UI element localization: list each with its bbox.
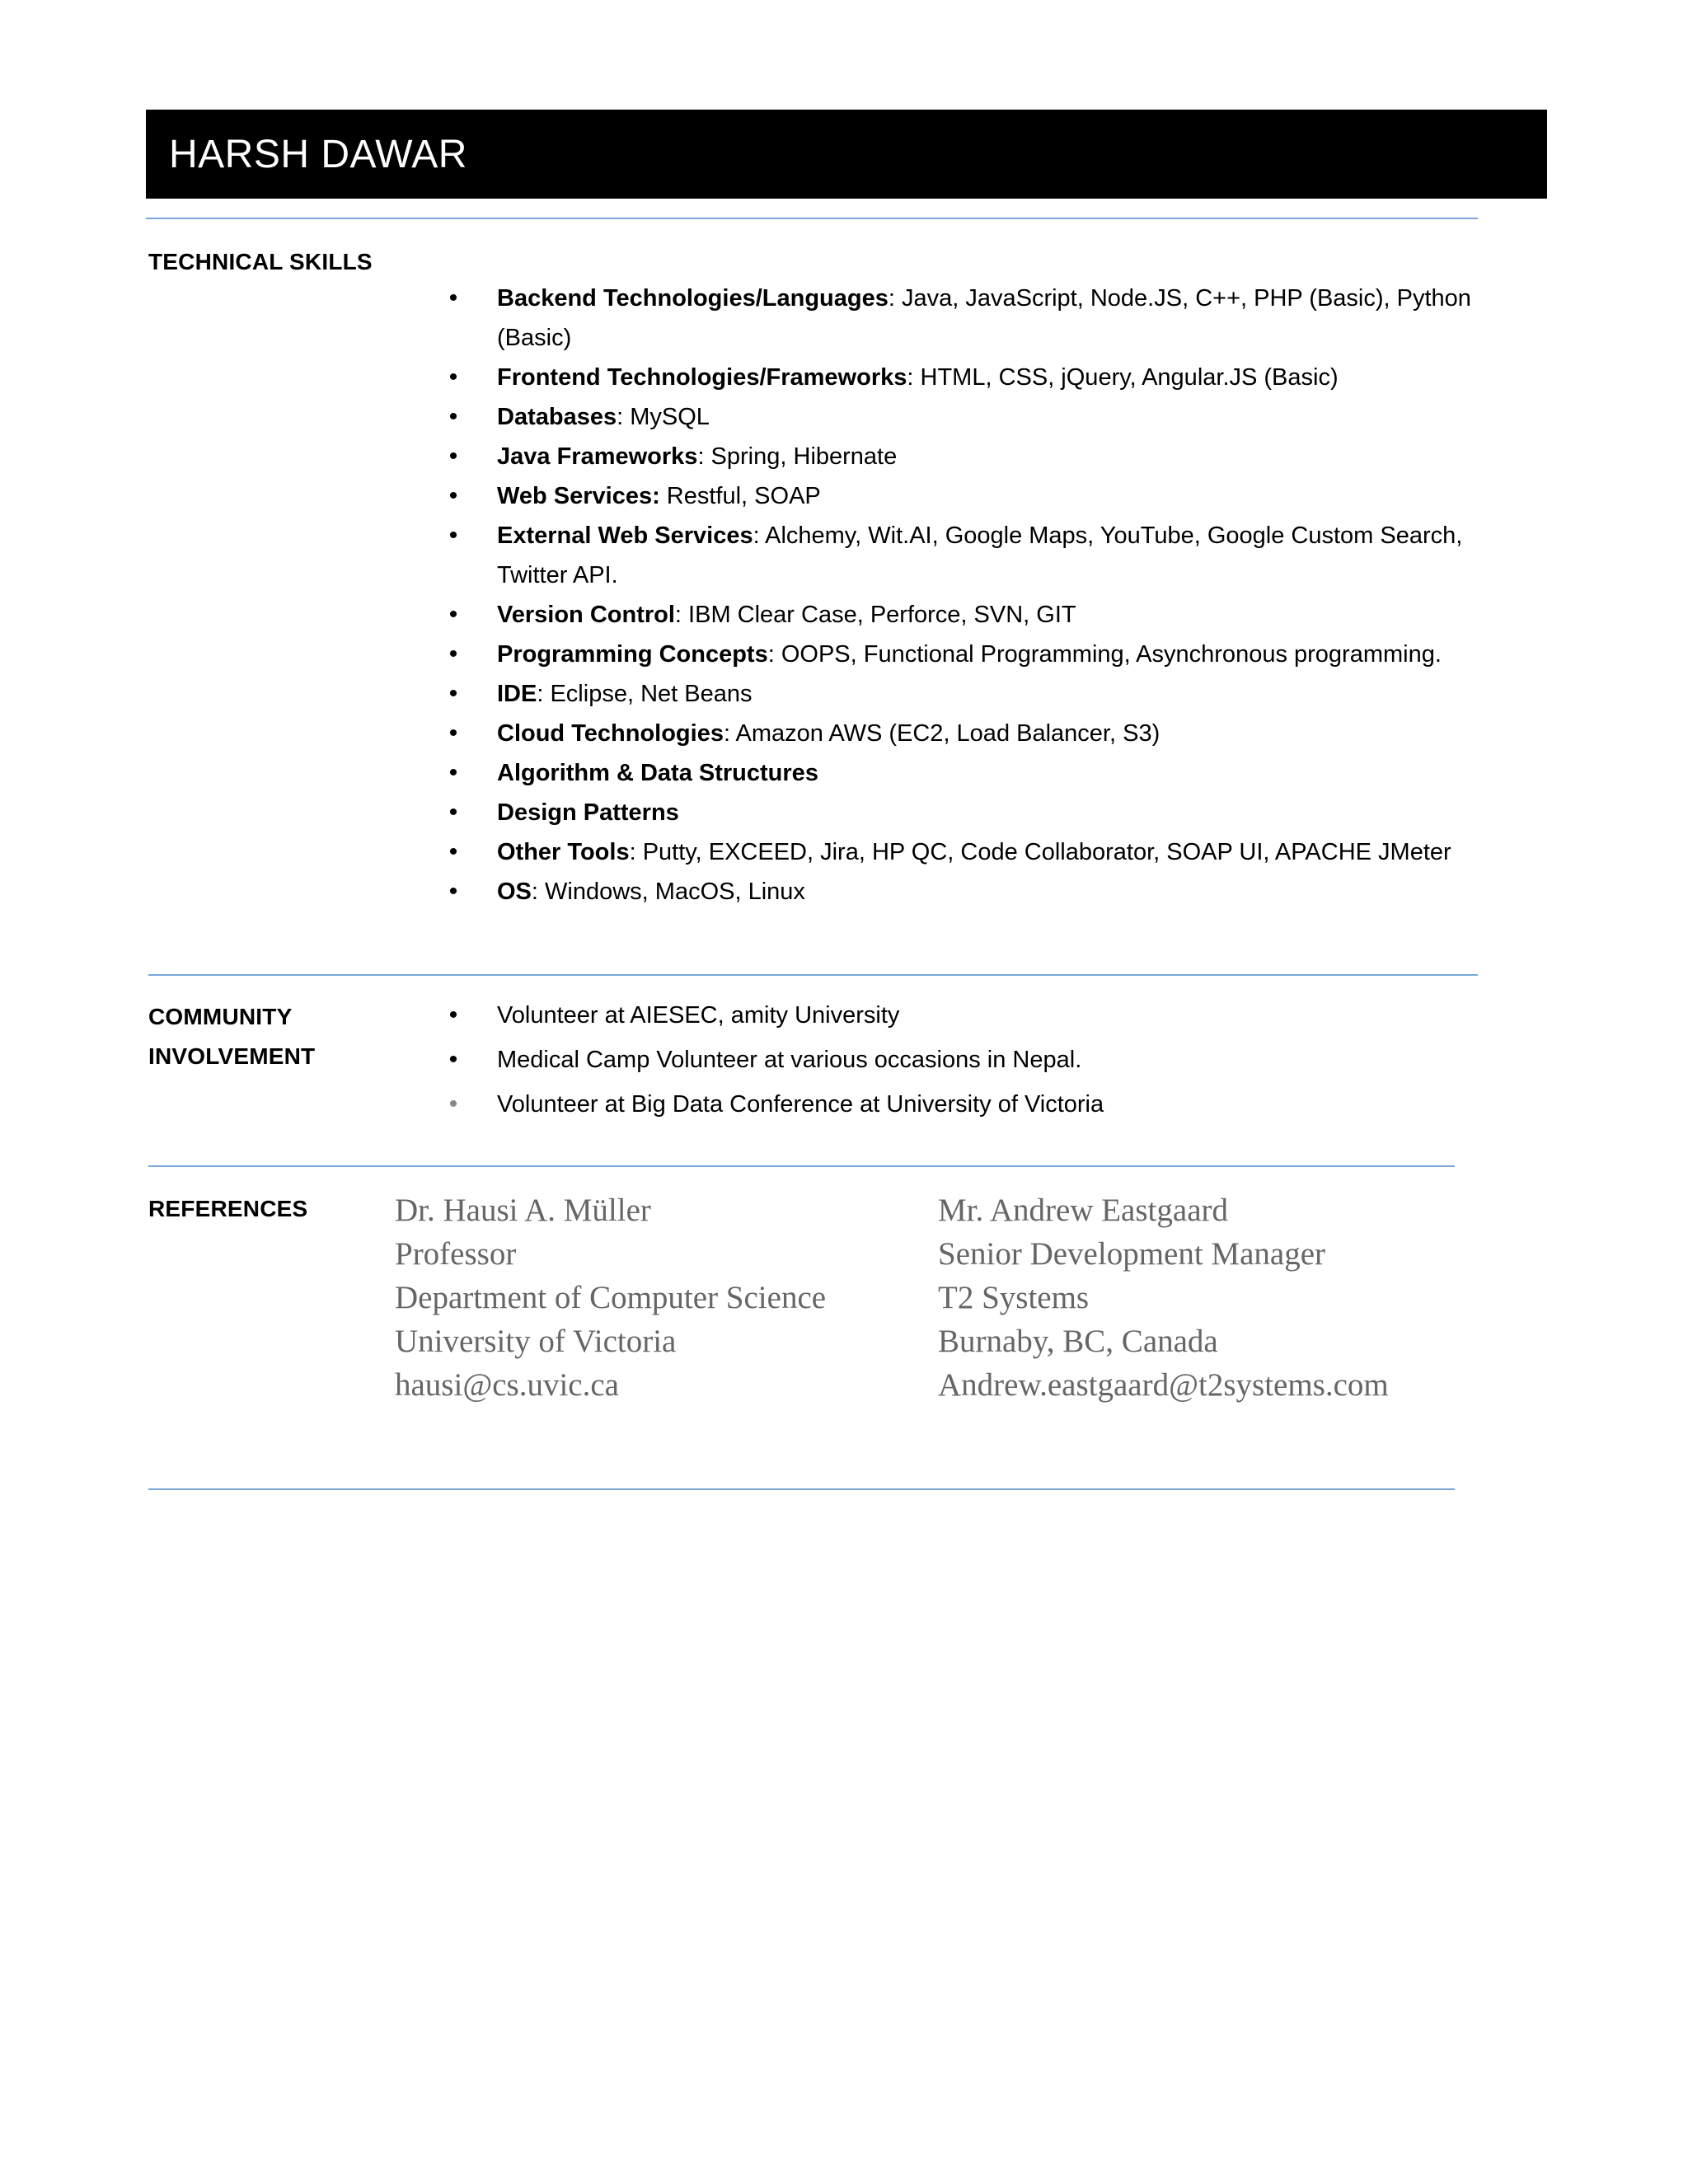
skill-item-version-control: • Version Control: IBM Clear Case, Perforce, SVN, GIT [441,595,1512,635]
reference-2 [938,1188,1389,1407]
community-item: • Medical Camp Volunteer at various occasions in Nepal. [441,1040,1430,1080]
bullet-icon: • [448,1046,458,1073]
reference-org: Department of Computer Science [395,1280,827,1315]
divider-community [148,1165,1455,1167]
bullet-icon: • [448,363,458,391]
reference-email: Andrew.eastgaard@t2systems.com [938,1367,1389,1403]
bullet-icon: • [448,482,458,509]
section-label-community: COMMUNITY INVOLVEMENT [148,1004,316,1069]
reference-name: Mr. Andrew Eastgaard [938,1193,1228,1228]
section-label-technical-skills: TECHNICAL SKILLS [148,249,373,274]
reference-org: T2 Systems [938,1280,1090,1315]
skill-item-java-frameworks: • Java Frameworks: Spring, Hibernate [441,437,1512,476]
bullet-icon: • [448,759,458,786]
skill-item-cloud: • Cloud Technologies: Amazon AWS (EC2, Load Balancer, S3) [441,714,1512,753]
community-item: • Volunteer at Big Data Conference at University of Victoria [441,1085,1430,1124]
divider-references [148,1488,1455,1490]
candidate-name: HARSH DAWAR [169,132,467,176]
skill-item-external-web-services: • External Web Services: Alchemy, Wit.AI, Google Maps, YouTube, Google Custom Search, Twitter API. [441,516,1512,595]
bullet-icon: • [448,878,458,905]
bullet-icon: • [448,1001,458,1029]
bullet-icon: • [448,443,458,470]
skill-item-web-services: • Web Services: Restful, SOAP [441,476,1512,516]
skill-item-backend: • Backend Technologies/Languages: Java, JavaScript, Node.JS, C++, PHP (Basic), Python (Basic) [441,279,1512,358]
name-banner [146,110,1547,199]
skill-item-other-tools: • Other Tools: Putty, EXCEED, Jira, HP QC, Code Collaborator, SOAP UI, APACHE JMeter [441,832,1512,872]
skill-item-databases: • Databases: MySQL [441,397,1512,437]
bullet-icon: • [448,601,458,628]
divider-skills [148,974,1478,976]
bullet-icon: • [448,640,458,668]
skill-item-ide: • IDE: Eclipse, Net Beans [441,674,1512,714]
divider-top [146,218,1478,219]
bullet-icon: • [448,284,458,312]
section-label-references: REFERENCES [148,1196,308,1221]
community-list [441,996,1430,1129]
reference-name: Dr. Hausi A. Müller [395,1193,651,1228]
reference-email: hausi@cs.uvic.ca [395,1367,619,1403]
reference-place: Burnaby, BC, Canada [938,1324,1218,1359]
skill-item-algorithms: • Algorithm & Data Structures [441,753,1512,793]
bullet-icon: • [448,403,458,430]
bullet-icon: • [448,522,458,549]
community-item: • Volunteer at AIESEC, amity University [441,996,1430,1035]
reference-title: Senior Development Manager [938,1236,1326,1272]
bullet-icon: • [448,799,458,826]
skill-item-programming-concepts: • Programming Concepts: OOPS, Functional Programming, Asynchronous programming. [441,635,1512,674]
skill-item-os: • OS: Windows, MacOS, Linux [441,872,1512,912]
bullet-icon: • [448,680,458,707]
bullet-icon: • [448,838,458,865]
skill-item-design-patterns: • Design Patterns [441,793,1512,832]
reference-title: Professor [395,1236,517,1272]
bullet-icon: • [448,719,458,747]
technical-skills-list [441,279,1512,912]
reference-1 [395,1188,826,1407]
bullet-icon: • [448,1090,458,1118]
reference-place: University of Victoria [395,1324,677,1359]
skill-item-frontend: • Frontend Technologies/Frameworks: HTML, CSS, jQuery, Angular.JS (Basic) [441,358,1512,397]
